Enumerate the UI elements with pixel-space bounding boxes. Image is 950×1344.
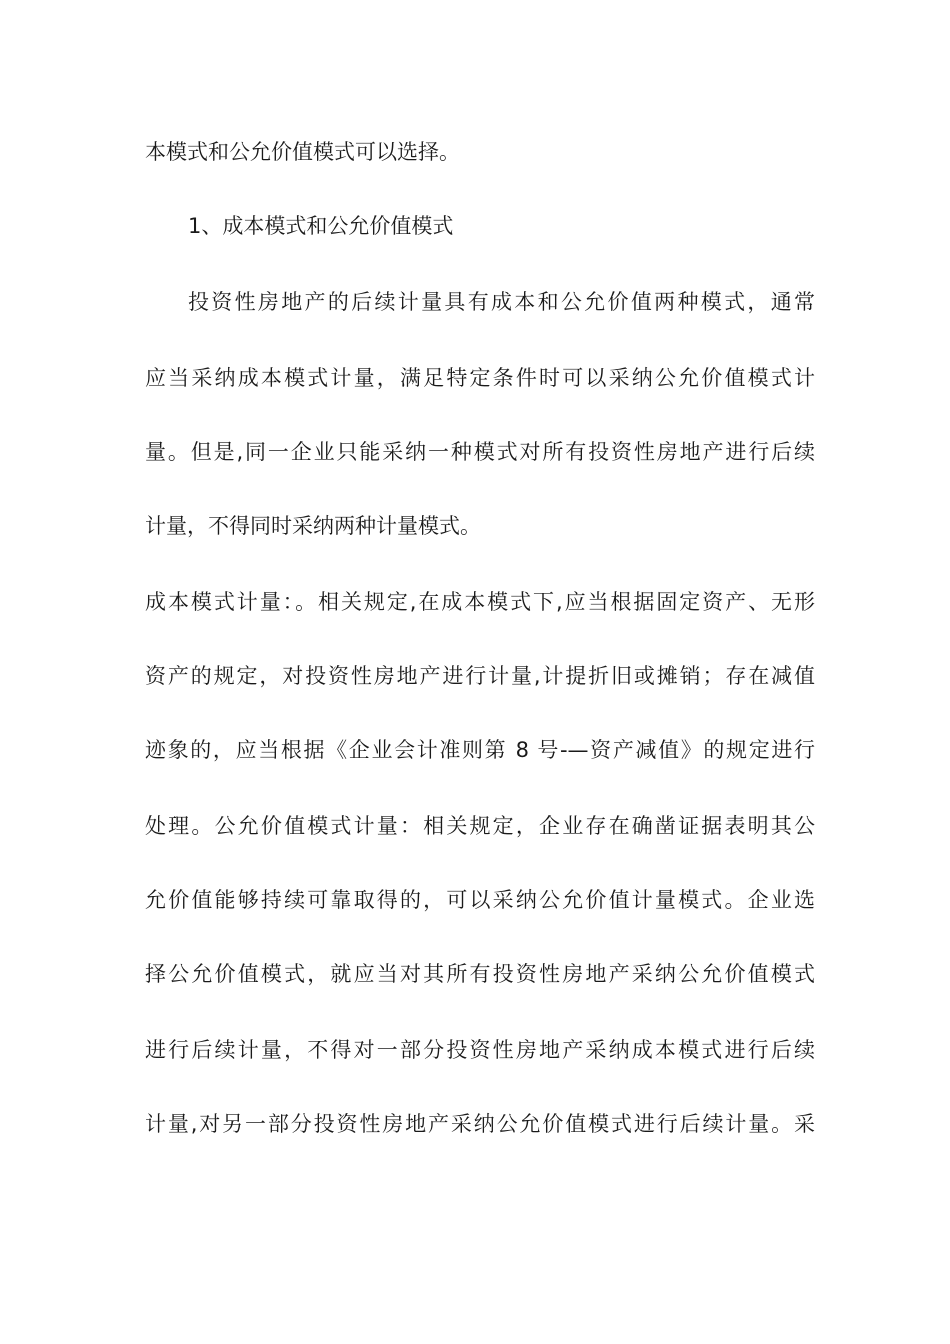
text-line-6: 计量，不得同时采纳两种计量模式。 bbox=[145, 514, 481, 538]
text-line-1: 本模式和公允价值模式可以选择。 bbox=[145, 140, 460, 164]
text-line-14: 计量,对另一部分投资性房地产采纳公允价值模式进行后续计量。采 bbox=[145, 1112, 815, 1136]
text-line-9: 迹象的，应当根据《企业会计准则第 8 号-—资产减值》的规定进行 bbox=[145, 738, 815, 762]
text-line-5: 量。但是,同一企业只能采纳一种模式对所有投资性房地产进行后续 bbox=[145, 440, 815, 464]
text-line-11: 允价值能够持续可靠取得的，可以采纳公允价值计量模式。企业选 bbox=[145, 888, 815, 912]
text-line-12: 择公允价值模式，就应当对其所有投资性房地产采纳公允价值模式 bbox=[145, 962, 815, 986]
text-line-7: 成本模式计量：。相关规定,在成本模式下,应当根据固定资产、无形 bbox=[145, 590, 815, 614]
section-heading: 1、成本模式和公允价值模式 bbox=[188, 214, 454, 238]
text-line-10: 处理。公允价值模式计量：相关规定，企业存在确凿证据表明其公 bbox=[145, 814, 815, 838]
text-line-13: 进行后续计量，不得对一部分投资性房地产采纳成本模式进行后续 bbox=[145, 1038, 815, 1062]
text-line-4: 应当采纳成本模式计量，满足特定条件时可以采纳公允价值模式计 bbox=[145, 366, 815, 390]
text-line-3: 投资性房地产的后续计量具有成本和公允价值两种模式，通常 bbox=[188, 290, 815, 314]
text-line-8: 资产的规定，对投资性房地产进行计量,计提折旧或摊销；存在减值 bbox=[145, 664, 815, 688]
